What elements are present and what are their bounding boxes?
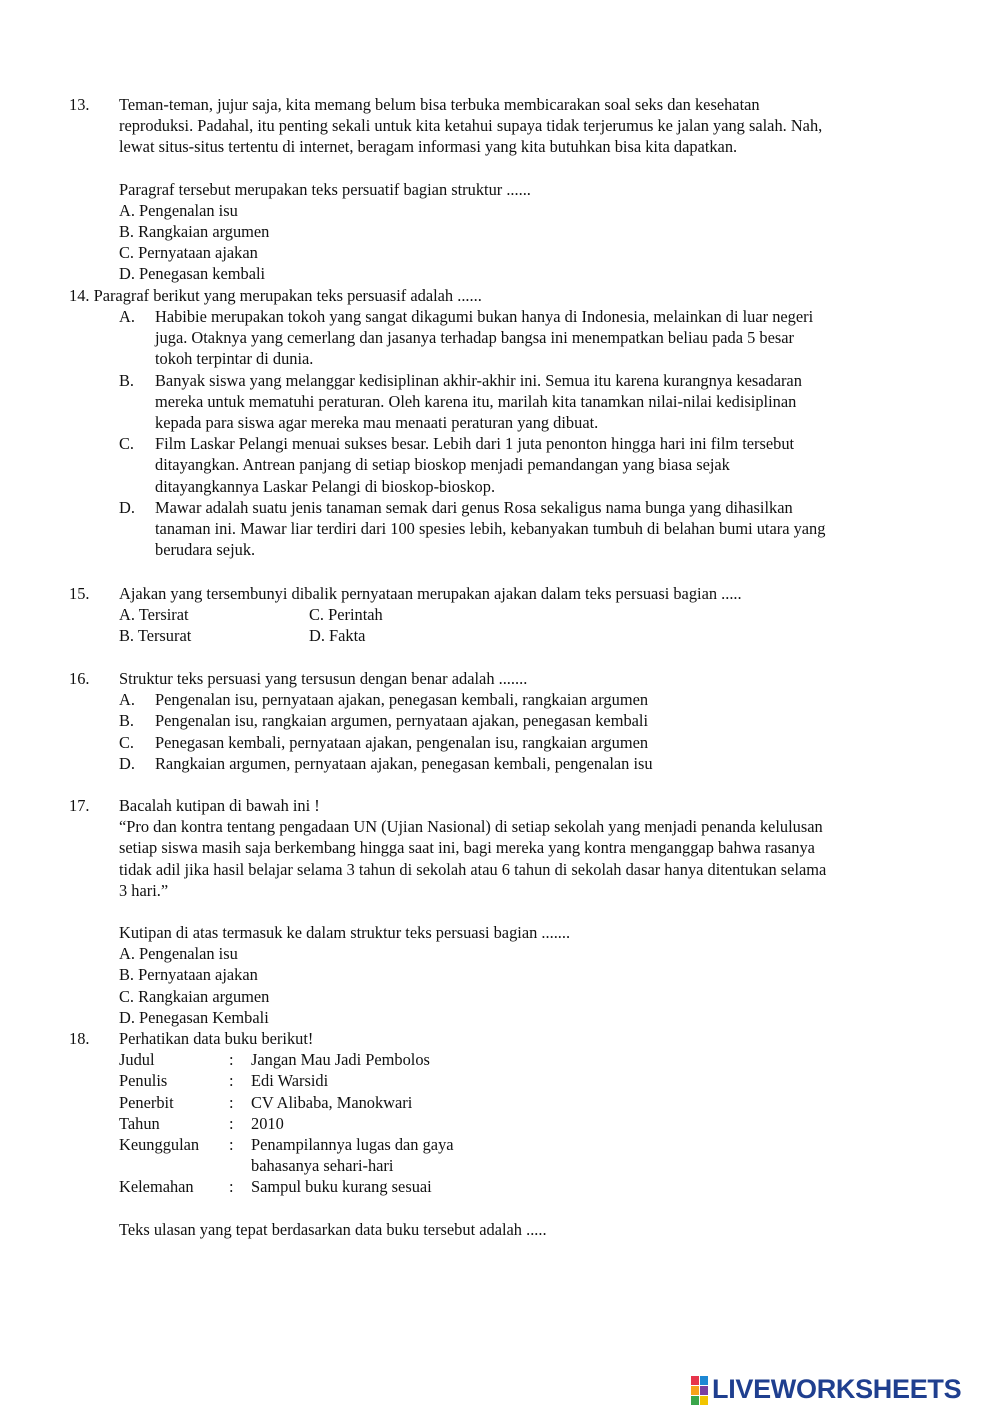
book-data-value: CV Alibaba, Manokwari xyxy=(251,1092,413,1112)
mark-square xyxy=(700,1376,708,1385)
mark-square xyxy=(691,1376,699,1385)
q16-option-text: Penegasan kembali, pernyataan ajakan, pengenalan isu, rangkaian argumen xyxy=(155,732,649,752)
book-data-colon: : xyxy=(229,1113,234,1133)
q17-quote-line: 3 hari.” xyxy=(119,880,169,900)
q14-option-line: ditayangkan. Antrean panjang di setiap bioskop menjadi pemandangan yang biasa sejak xyxy=(155,455,730,475)
q13-text-line: Teman-teman, jujur saja, kita memang belum bisa terbuka membicarakan soal seks dan kesehatan xyxy=(119,95,760,114)
book-data-value: 2010 xyxy=(251,1113,284,1133)
q16-option-b[interactable] xyxy=(119,710,919,731)
q14-option-line: berudara sejuk. xyxy=(155,540,256,560)
q18-number: 18. xyxy=(69,1029,90,1048)
q14-option-letter: B. xyxy=(119,370,135,390)
q15-option-c[interactable]: C. Perintah xyxy=(309,605,383,625)
liveworksheets-logo xyxy=(691,1375,991,1405)
book-data-colon: : xyxy=(229,1050,234,1070)
q18-intro: Perhatikan data buku berikut! xyxy=(119,1029,314,1048)
q15-option-b[interactable]: B. Tersurat xyxy=(119,626,192,646)
mark-square xyxy=(691,1396,699,1405)
q13-text-line: lewat situs-situs tertentu di internet, beragam informasi yang kita butuhkan bisa kita dapatkan. xyxy=(119,137,738,157)
q16-number: 16. xyxy=(69,669,90,688)
book-data-label: Penerbit xyxy=(119,1092,174,1112)
q14-option-line: tanaman ini. Mawar liar terdiri dari 100 spesies lebih, kebanyakan tumbuh di belahan bumi utara yang xyxy=(155,519,826,539)
q16-option-text: Rangkaian argumen, pernyataan ajakan, penegasan kembali, pengenalan isu xyxy=(155,753,653,773)
book-data-value: Jangan Mau Jadi Pembolos xyxy=(251,1050,430,1070)
q15-block xyxy=(119,583,919,647)
q13-option-d[interactable]: D. Penegasan kembali xyxy=(119,264,266,284)
q16-stem: Struktur teks persuasi yang tersusun dengan benar adalah ....... xyxy=(119,669,528,688)
q14-option-line: juga. Otaknya yang cemerlang dan jasanya terhadap bangsa ini menempatkan beliau pada 5 besar xyxy=(155,328,794,348)
q14-option-letter: C. xyxy=(119,434,135,454)
q16-option-d[interactable] xyxy=(119,753,919,774)
q15-number: 15. xyxy=(69,584,90,603)
q17-block xyxy=(119,795,939,1028)
q15-option-d[interactable]: D. Fakta xyxy=(309,626,366,646)
book-data-label: Kelemahan xyxy=(119,1177,194,1197)
mark-square xyxy=(700,1396,708,1405)
q14-option-line: tokoh terpintar di dunia. xyxy=(155,349,314,369)
q17-quote-line: setiap siswa masih saja berkembang hingga saat ini, bagi mereka yang kontra menganggap bahwa rasanya xyxy=(119,838,815,858)
book-data-table xyxy=(119,1049,919,1197)
q14-option-b[interactable] xyxy=(119,370,919,434)
q15-stem: Ajakan yang tersembunyi dibalik pernyataan merupakan ajakan dalam teks persuasi bagian ..... xyxy=(119,584,742,603)
q14-option-line: Film Laskar Pelangi menuai sukses besar. Lebih dari 1 juta penonton hingga hari ini film tersebut xyxy=(155,434,795,454)
q17-intro: Bacalah kutipan di bawah ini ! xyxy=(119,796,320,815)
q16-option-text: Pengenalan isu, rangkaian argumen, pernyataan ajakan, penegasan kembali xyxy=(155,711,649,731)
q14-option-line: kepada para siswa agar mereka mau menaati peraturan yang dibuat. xyxy=(155,413,599,433)
q14-option-line: Banyak siswa yang melanggar kedisiplinan akhir-akhir ini. Semua itu karena kurangnya kesadaran xyxy=(155,370,802,390)
q13-number: 13. xyxy=(69,95,90,114)
q17-quote-line: tidak adil jika hasil belajar selama 3 tahun di sekolah atau 6 tahun di sekolah dasar hanya ditentukan selama xyxy=(119,859,827,879)
mark-square xyxy=(700,1386,708,1395)
q14-option-line: mereka untuk mematuhi peraturan. Oleh karena itu, marilah kita tanamkan nilai-nilai kedisiplinan xyxy=(155,391,797,411)
book-data-value: Edi Warsidi xyxy=(251,1071,329,1091)
q17-quote-line: “Pro dan kontra tentang pengadaan UN (Ujian Nasional) di setiap sekolah yang menjadi penanda kelulusan xyxy=(119,817,823,837)
q14-option-line: ditayangkannya Laskar Pelangi di bioskop-bioskop. xyxy=(155,476,496,496)
q14-option-line: Habibie merupakan tokoh yang sangat dikagumi bukan hanya di Indonesia, melainkan di luar negeri xyxy=(155,307,814,326)
book-data-colon: : xyxy=(229,1071,234,1091)
q14-option-letter: A. xyxy=(119,307,135,326)
q18-question: Teks ulasan yang tepat berdasarkan data buku tersebut adalah ..... xyxy=(119,1219,547,1239)
q16-option-letter: D. xyxy=(119,753,135,773)
book-data-label: Keunggulan xyxy=(119,1135,200,1155)
q17-option-c[interactable]: C. Rangkaian argumen xyxy=(119,986,270,1006)
q16-option-letter: B. xyxy=(119,711,135,731)
q13-option-a[interactable]: A. Pengenalan isu xyxy=(119,200,238,220)
book-data-colon: : xyxy=(229,1135,234,1155)
book-data-value: Penampilannya lugas dan gaya xyxy=(251,1135,454,1155)
q14-option-d[interactable] xyxy=(119,497,919,561)
book-data-colon: : xyxy=(229,1177,234,1197)
liveworksheets-brand: LIVEWORKSHEETS xyxy=(712,1374,962,1405)
book-data-label: Penulis xyxy=(119,1071,168,1091)
q13-question: Paragraf tersebut merupakan teks persuatif bagian struktur ...... xyxy=(119,179,531,199)
q14-options xyxy=(119,306,919,560)
book-data-value: Sampul buku kurang sesuai xyxy=(251,1177,432,1197)
q18-block xyxy=(119,1028,919,1240)
q14-stem: 14. Paragraf berikut yang merupakan teks persuasif adalah ...... xyxy=(69,286,482,305)
book-data-colon: : xyxy=(229,1092,234,1112)
liveworksheets-mark-icon xyxy=(691,1376,708,1405)
q16-option-a[interactable] xyxy=(119,689,919,710)
q14-option-letter: D. xyxy=(119,497,135,517)
q16-block xyxy=(119,668,919,774)
q14-option-a[interactable] xyxy=(119,306,919,370)
q17-question: Kutipan di atas termasuk ke dalam struktur teks persuasi bagian ....... xyxy=(119,923,571,943)
book-data-label: Judul xyxy=(119,1050,155,1070)
q13-text-line: reproduksi. Padahal, itu penting sekali untuk kita ketahui supaya tidak terjerumus ke jalan yang salah. Nah, xyxy=(119,116,823,136)
q17-option-a[interactable]: A. Pengenalan isu xyxy=(119,944,238,964)
mark-square xyxy=(691,1386,699,1395)
book-data-value: bahasanya sehari-hari xyxy=(251,1156,394,1176)
q16-option-letter: C. xyxy=(119,732,135,752)
q17-number: 17. xyxy=(69,796,90,815)
book-data-label: Tahun xyxy=(119,1113,160,1133)
q16-option-c[interactable] xyxy=(119,732,919,753)
q17-option-d[interactable]: D. Penegasan Kembali xyxy=(119,1007,269,1027)
q17-option-b[interactable]: B. Pernyataan ajakan xyxy=(119,965,258,985)
q16-option-letter: A. xyxy=(119,690,135,710)
q16-option-text: Pengenalan isu, pernyataan ajakan, penegasan kembali, rangkaian argumen xyxy=(155,690,649,710)
q13-block xyxy=(119,94,939,285)
q13-option-b[interactable]: B. Rangkaian argumen xyxy=(119,222,270,242)
q14-option-c[interactable] xyxy=(119,433,919,497)
q14-option-line: Mawar adalah suatu jenis tanaman semak dari genus Rosa sekaligus nama bunga yang dihasilkan xyxy=(155,497,793,517)
q13-option-c[interactable]: C. Pernyataan ajakan xyxy=(119,243,258,263)
q15-option-a[interactable]: A. Tersirat xyxy=(119,605,189,625)
